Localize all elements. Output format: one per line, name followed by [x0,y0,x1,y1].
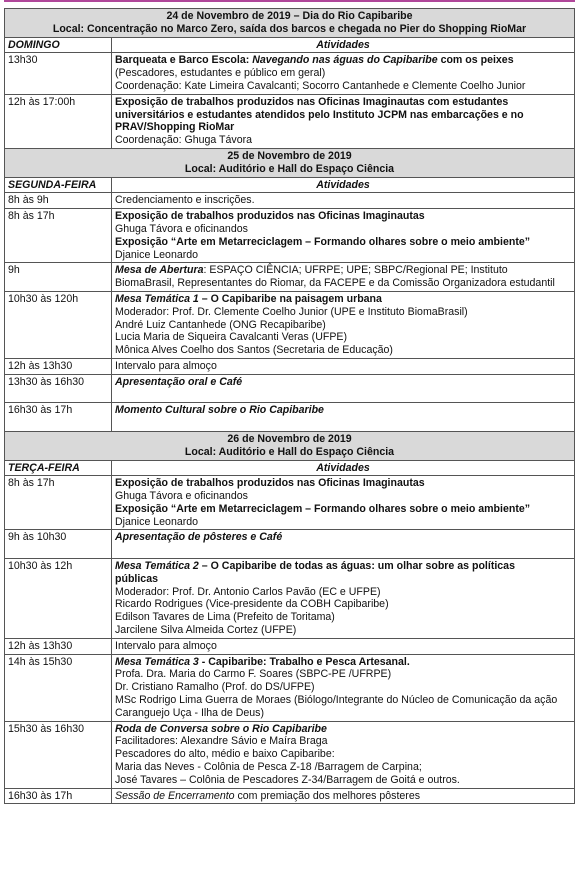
activity-text: Mesa de Abertura [115,264,204,277]
activities-label: Atividades [112,177,575,193]
activity-line [115,236,571,249]
activity-line [115,723,571,736]
activity-text: Apresentação oral e Café [115,375,243,388]
day-header [5,9,575,38]
activity-text: Jarcilene Silva Almeida Cortez (UFPE) [115,624,297,637]
activity-text: Momento Cultural sobre o Rio Capibaribe [115,404,324,417]
activity-line [115,761,571,774]
activity-line [115,319,571,332]
activity-line [115,360,571,373]
activity-text: Ghuga Távora e oficinandos [115,490,248,503]
activity-cell [112,654,575,721]
activity-text: PRAV/Shopping RioMar [115,121,235,134]
activity-line [115,264,571,277]
day-header [5,148,575,177]
time-cell: 10h30 às 12h [5,559,112,639]
time-cell: 9h [5,263,112,292]
activity-line [115,210,571,223]
activity-line [115,223,571,236]
activity-text: Coordenação: Ghuga Távora [115,134,253,147]
activity-line [115,694,571,707]
activity-text: Exposição de trabalhos produzidos nas Oficinas Imaginautas [115,477,425,490]
activity-cell [112,559,575,639]
activity-line [115,624,571,637]
day-location: Local: Auditório e Hall do Espaço Ciência [184,445,395,458]
day-header-row [5,431,575,460]
activity-text: Facilitadores: Alexandre Sávio e Maíra Braga [115,735,328,748]
time-cell: 12h às 13h30 [5,358,112,374]
activity-line [115,134,571,147]
activity-text: Moderador: Prof. Dr. Clemente Coelho Junior (UPE e Instituto BiomaBrasil) [115,305,468,318]
activity-cell [112,721,575,788]
schedule-row [5,374,575,403]
schedule-row [5,638,575,654]
activity-line [115,586,571,599]
activity-cell [112,638,575,654]
activity-cell [112,358,575,374]
time-cell: 8h às 17h [5,209,112,263]
activity-text: Apresentação de pôsteres e Café [115,531,283,544]
day-header [5,431,575,460]
activity-line [115,194,571,207]
activity-text: Moderador: Prof. Dr. Antonio Carlos Pavão (EC e UFPE) [115,585,381,598]
activity-line [115,376,571,389]
activity-text: Roda de Conversa sobre o Rio Capibaribe [115,722,327,735]
activity-line [115,707,571,720]
activity-text: : ESPAÇO CIÊNCIA; UFRPE; UPE; SBPC/Regional PE; Instituto [203,264,508,277]
activity-line [115,503,571,516]
time-cell: 13h30 [5,53,112,94]
activity-text: com premiação dos melhores pôsteres [234,789,421,802]
time-cell: 13h30 às 16h30 [5,374,112,403]
activity-cell [112,788,575,804]
schedule-row [5,530,575,559]
activity-text: Edilson Tavares de Lima (Prefeito de Toritama) [115,611,335,624]
day-date: 24 de Novembro de 2019 – Dia do Rio Capibaribe [166,10,413,22]
activity-text: Exposição de trabalhos produzidos nas Oficinas Imaginautas [115,210,425,223]
activity-line [115,121,571,134]
time-cell: 16h30 às 17h [5,403,112,432]
schedule-row [5,209,575,263]
activity-line [115,293,571,306]
activity-text: Exposição “Arte em Metarreciclagem – Formando olhares sobre o meio ambiente” [115,502,531,515]
activity-text: José Tavares – Colônia de Pescadores Z-34/Barragem de Goitá e outros. [115,773,460,786]
activity-cell [112,476,575,530]
activity-line [115,490,571,503]
activity-cell [112,209,575,263]
activity-text: Ricardo Rodrigues (Vice-presidente da COBH Capibaribe) [115,598,389,611]
weekday-label: DOMINGO [5,37,112,53]
time-cell: 9h às 10h30 [5,530,112,559]
activity-line [115,80,571,93]
activity-text: Djanice Leonardo [115,515,199,528]
time-cell: 12h às 17:00h [5,94,112,148]
activity-line [115,790,571,803]
day-date: 25 de Novembro de 2019 [227,149,352,162]
activity-line [115,389,571,402]
time-cell: 10h30 às 120h [5,291,112,358]
schedule-row [5,53,575,94]
activity-text: Caranguejo Uça - Ilha de Deus) [115,706,264,719]
activity-line [115,573,571,586]
activity-text: públicas [115,572,158,585]
activity-line [115,109,571,122]
activity-line [115,417,571,430]
time-cell: 8h às 9h [5,193,112,209]
activity-cell [112,403,575,432]
top-border [4,0,575,8]
activity-cell [112,263,575,292]
time-cell: 12h às 13h30 [5,638,112,654]
activity-line [115,477,571,490]
activity-text: com os peixes [437,54,514,67]
activity-text: Intervalo para almoço [115,639,217,652]
activity-line [115,611,571,624]
time-cell: 8h às 17h [5,476,112,530]
activities-label: Atividades [112,460,575,476]
schedule-row [5,788,575,804]
activity-line [115,54,571,67]
activity-text: Lucia Maria de Siqueira Cavalcanti Veras (UFPE) [115,331,347,344]
activity-line [115,656,571,669]
schedule-row [5,263,575,292]
activity-text: Mesa Temática 1 [115,292,199,305]
activities-label: Atividades [112,37,575,53]
activity-line [115,544,571,557]
activity-text: Sessão de Encerramento [115,789,235,802]
activity-line [115,277,571,290]
schedule-row [5,721,575,788]
activity-text: Maria das Neves - Colônia de Pesca Z-18 /Barragem de Carpina; [115,761,422,774]
activity-text: Intervalo para almoço [115,359,217,372]
activity-cell [112,94,575,148]
activity-text: Navegando nas águas do Capibaribe [252,54,438,67]
activity-cell [112,374,575,403]
activity-line [115,735,571,748]
activity-line [115,96,571,109]
activity-text: – O Capibaribe na paisagem urbana [198,292,382,305]
activity-text: Barqueata e Barco Escola: [115,54,253,67]
activity-text: universitários e estudantes atendidos pelo Instituto JCPM nas embarcações e no [115,108,524,121]
activity-text: Coordenação: Kate Limeira Cavalcanti; Socorro Cantanhede e Clemente Coelho Junior [115,79,526,92]
activity-line [115,774,571,787]
activity-line [115,516,571,529]
activity-line [115,560,571,573]
schedule-row [5,654,575,721]
schedule-row [5,559,575,639]
activity-text: Profa. Dra. Maria do Carmo F. Soares (SBPC-PE /UFRPE) [115,668,392,681]
activity-text: Exposição de trabalhos produzidos nas Oficinas Imaginautas com estudantes [115,95,509,108]
activity-text: Dr. Cristiano Ramalho (Prof. do DS/UFPE) [115,681,315,694]
column-header-row [5,177,575,193]
weekday-label: SEGUNDA-FEIRA [5,177,112,193]
activity-line [115,67,571,80]
time-cell: 16h30 às 17h [5,788,112,804]
activity-line [115,249,571,262]
weekday-label: TERÇA-FEIRA [5,460,112,476]
time-cell: 15h30 às 16h30 [5,721,112,788]
activity-line [115,331,571,344]
schedule-row [5,476,575,530]
activity-text: Pescadores do alto, médio e baixo Capibaribe: [115,748,335,761]
activity-text: Mônica Alves Coelho dos Santos (Secretaria de Educação) [115,344,393,357]
activity-text: Credenciamento e inscrições. [115,194,255,207]
activity-text: - Capibaribe: Trabalho e Pesca Artesanal. [198,655,410,668]
schedule-row [5,193,575,209]
day-header-row [5,148,575,177]
activity-text: Mesa Temática 3 [115,655,199,668]
activity-cell [112,53,575,94]
schedule-row [5,403,575,432]
activity-text: Ghuga Távora e oficinandos [115,222,248,235]
schedule-row [5,358,575,374]
day-date: 26 de Novembro de 2019 [227,432,352,445]
day-location: Local: Auditório e Hall do Espaço Ciência [184,162,395,175]
activity-line [115,748,571,761]
activity-text: Djanice Leonardo [115,248,199,261]
activity-line [115,681,571,694]
activity-text: (Pescadores, estudantes e público em geral) [115,67,326,80]
day-location: Local: Concentração no Marco Zero, saída dos barcos e chegada no Pier do Shopping RioMar [52,22,527,35]
schedule-row [5,291,575,358]
column-header-row [5,460,575,476]
activity-text: – O Capibaribe de todas as águas: um olhar sobre as políticas [198,560,515,573]
activity-line [115,531,571,544]
activity-cell [112,291,575,358]
activity-line [115,404,571,417]
activity-line [115,640,571,653]
schedule-table [4,8,575,804]
activity-text: André Luiz Cantanhede (ONG Recapibaribe) [115,318,326,331]
activity-cell [112,193,575,209]
activity-line [115,668,571,681]
schedule-row [5,94,575,148]
activity-text: Mesa Temática 2 [115,560,199,573]
activity-line [115,598,571,611]
time-cell: 14h às 15h30 [5,654,112,721]
activity-line [115,306,571,319]
column-header-row [5,37,575,53]
activity-line [115,344,571,357]
activity-text: MSc Rodrigo Lima Guerra de Moraes (Biólogo/Integrante do Núcleo de Comunicação da ação [115,694,558,707]
activity-text: BiomaBrasil, Representantes do Riomar, da FACEPE e da Comissão Organizadora estudantil [115,277,555,290]
activity-cell [112,530,575,559]
day-header-row [5,9,575,38]
activity-text: Exposição “Arte em Metarreciclagem – Formando olhares sobre o meio ambiente” [115,235,531,248]
